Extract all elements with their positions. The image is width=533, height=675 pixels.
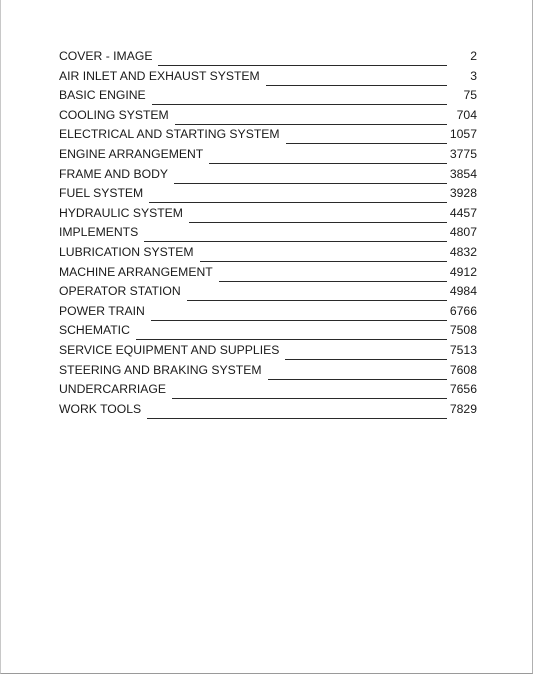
toc-entry-page[interactable]: 4832 <box>449 244 477 259</box>
toc-entry-title[interactable]: BASIC ENGINE <box>59 88 146 103</box>
toc-entry[interactable] <box>59 224 477 244</box>
toc-entry-page[interactable]: 3928 <box>449 186 477 201</box>
table-of-contents <box>59 48 477 420</box>
toc-entry[interactable] <box>59 362 477 382</box>
toc-entry-page[interactable]: 2 <box>470 49 477 63</box>
toc-entry-title[interactable]: FRAME AND BODY <box>59 166 169 181</box>
toc-entry-title[interactable]: LUBRICATION SYSTEM <box>59 244 194 259</box>
toc-entry[interactable] <box>59 185 477 205</box>
toc-leader-line <box>149 186 447 203</box>
toc-leader-line <box>136 323 447 340</box>
toc-leader-line <box>174 167 447 184</box>
toc-leader-line <box>152 88 447 105</box>
toc-leader-line <box>209 147 447 164</box>
toc-entry[interactable] <box>59 146 477 166</box>
toc-entry[interactable] <box>59 68 477 88</box>
toc-entry-title[interactable]: POWER TRAIN <box>59 303 145 318</box>
toc-entry-page[interactable]: 3775 <box>449 146 477 161</box>
toc-entry-title[interactable]: WORK TOOLS <box>59 401 142 416</box>
toc-entry-page[interactable]: 1057 <box>449 127 477 142</box>
toc-entry-page[interactable]: 704 <box>456 107 477 122</box>
toc-entry[interactable] <box>59 87 477 107</box>
toc-leader-line <box>147 402 447 419</box>
toc-leader-line <box>158 49 447 66</box>
toc-entry-page[interactable]: 6766 <box>449 303 477 318</box>
toc-entry-page[interactable]: 75 <box>463 88 477 103</box>
toc-entry[interactable] <box>59 283 477 303</box>
toc-entry-page[interactable]: 4912 <box>449 264 477 279</box>
toc-entry-page[interactable]: 3854 <box>449 166 477 181</box>
toc-entry[interactable] <box>59 342 477 362</box>
toc-entry-page[interactable]: 7656 <box>449 382 477 397</box>
toc-entry-title[interactable]: IMPLEMENTS <box>59 225 139 240</box>
toc-entry-title[interactable]: SERVICE EQUIPMENT AND SUPPLIES <box>59 342 280 357</box>
toc-leader-line <box>187 284 447 301</box>
toc-entry-page[interactable]: 7508 <box>449 323 477 338</box>
toc-entry-title[interactable]: HYDRAULIC SYSTEM <box>59 205 183 220</box>
toc-entry[interactable] <box>59 401 477 421</box>
toc-entry-title[interactable]: FUEL SYSTEM <box>59 186 144 201</box>
toc-leader-line <box>219 265 447 282</box>
toc-entry[interactable] <box>59 244 477 264</box>
toc-entry[interactable] <box>59 322 477 342</box>
toc-leader-line <box>172 382 447 399</box>
toc-entry-title[interactable]: MACHINE ARRANGEMENT <box>59 264 213 279</box>
toc-entry-page[interactable]: 4984 <box>449 284 477 299</box>
toc-entry-title[interactable]: AIR INLET AND EXHAUST SYSTEM <box>59 68 260 83</box>
toc-entry-page[interactable]: 7513 <box>449 342 477 357</box>
toc-entry[interactable] <box>59 303 477 323</box>
toc-entry-title[interactable]: OPERATOR STATION <box>59 284 181 299</box>
toc-entry[interactable] <box>59 381 477 401</box>
toc-leader-line <box>189 206 447 223</box>
toc-leader-line <box>286 127 447 144</box>
toc-leader-line <box>175 108 447 125</box>
toc-entry-title[interactable]: SCHEMATIC <box>59 323 130 338</box>
toc-entry[interactable] <box>59 48 477 68</box>
toc-entry-title[interactable]: COOLING SYSTEM <box>59 107 169 122</box>
toc-entry[interactable] <box>59 264 477 284</box>
toc-entry[interactable] <box>59 166 477 186</box>
toc-leader-line <box>200 245 447 262</box>
toc-entry-page[interactable]: 7829 <box>449 401 477 416</box>
toc-entry-page[interactable]: 3 <box>470 68 477 83</box>
toc-entry-page[interactable]: 4457 <box>449 205 477 220</box>
toc-entry-title[interactable]: ELECTRICAL AND STARTING SYSTEM <box>59 127 280 142</box>
toc-entry[interactable] <box>59 107 477 127</box>
toc-entry[interactable] <box>59 205 477 225</box>
toc-leader-line <box>144 225 447 242</box>
toc-entry-title[interactable]: UNDERCARRIAGE <box>59 382 166 397</box>
toc-entry[interactable] <box>59 126 477 146</box>
toc-leader-line <box>285 343 447 360</box>
toc-entry-title[interactable]: COVER - IMAGE <box>59 49 153 63</box>
toc-entry-title[interactable]: STEERING AND BRAKING SYSTEM <box>59 362 262 377</box>
toc-entry-title[interactable]: ENGINE ARRANGEMENT <box>59 146 204 161</box>
toc-leader-line <box>266 69 447 86</box>
toc-leader-line <box>151 304 447 321</box>
toc-entry-page[interactable]: 4807 <box>449 225 477 240</box>
toc-entry-page[interactable]: 7608 <box>449 362 477 377</box>
toc-leader-line <box>268 363 448 380</box>
